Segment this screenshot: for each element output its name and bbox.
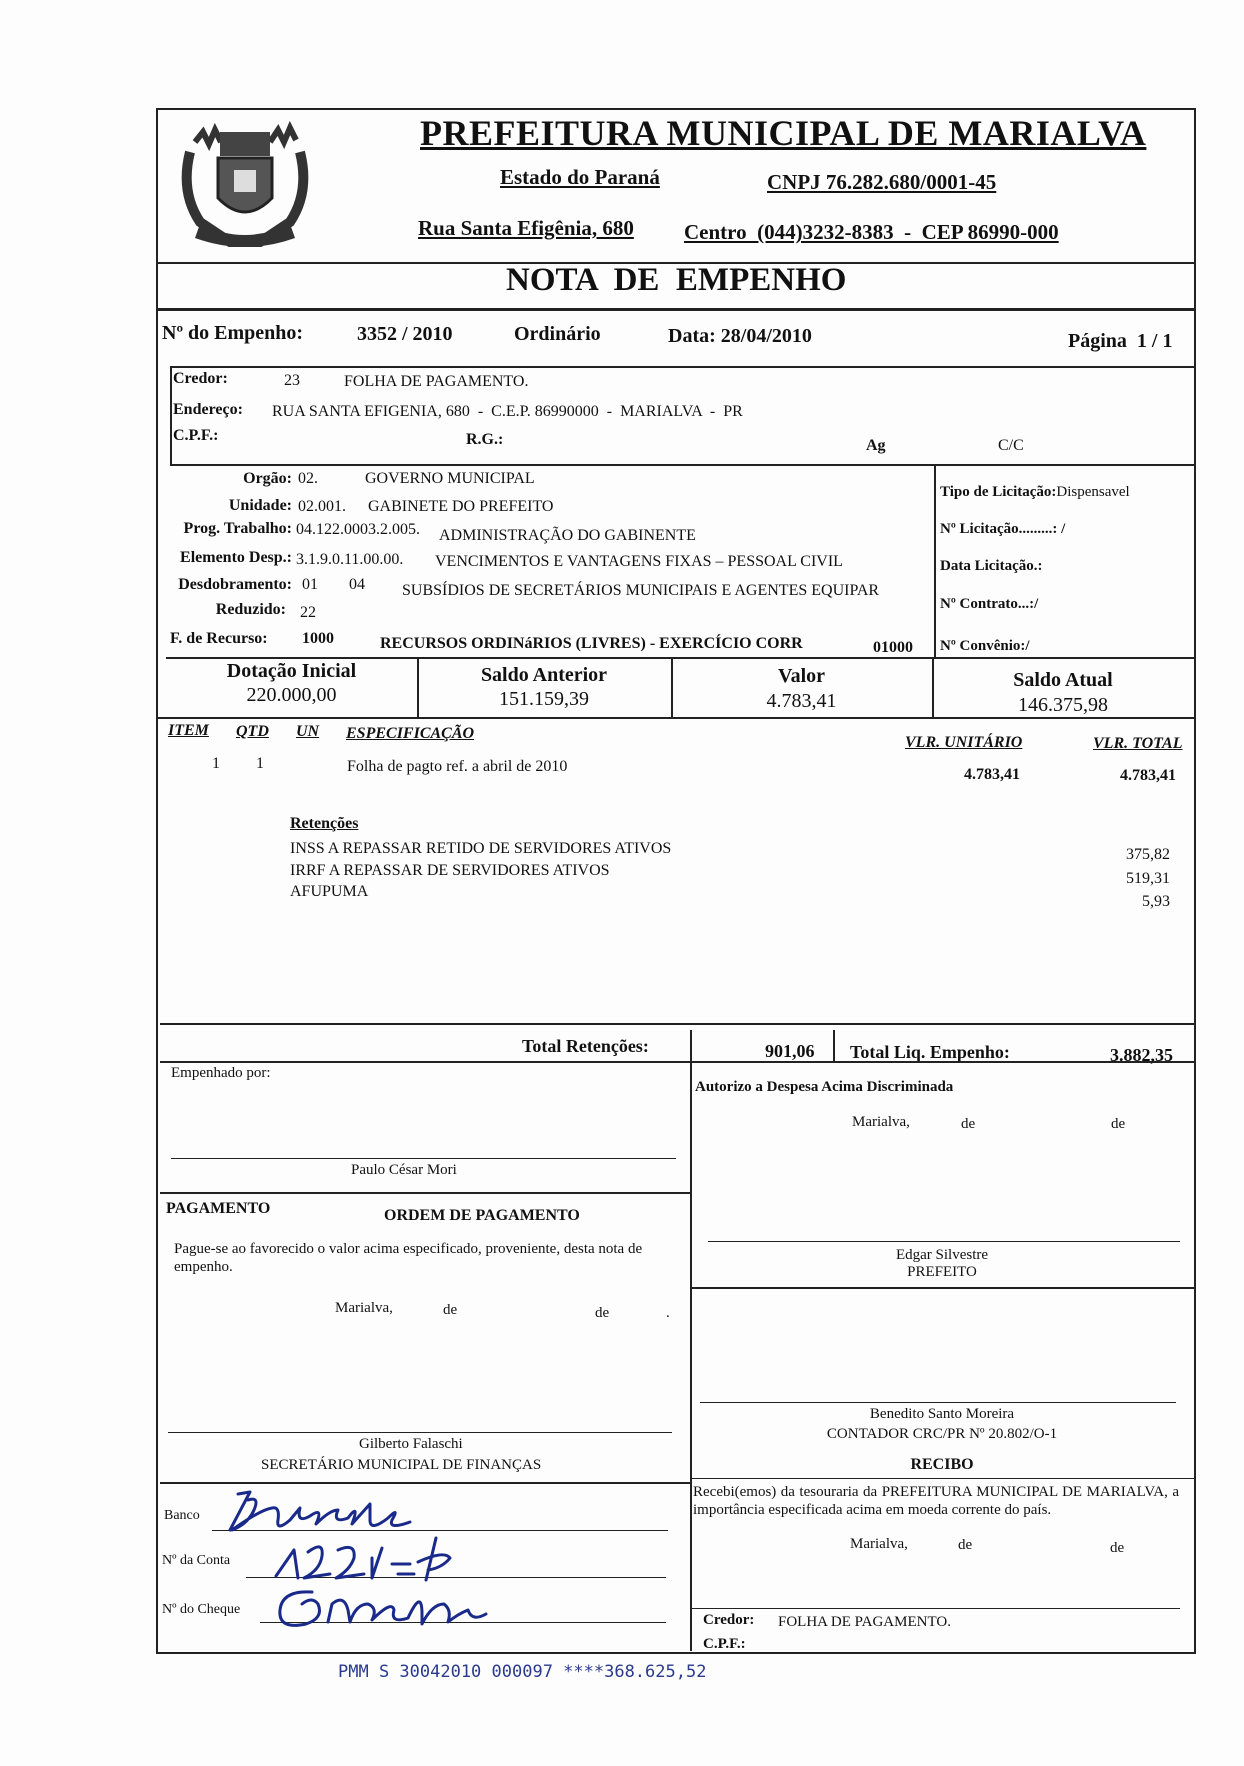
elemento-name: VENCIMENTOS E VANTAGENS FIXAS – PESSOAL CIVIL — [435, 553, 843, 570]
numero-licitacao: Nº Licitação.........: / — [940, 521, 1066, 537]
ordem-dot: . — [666, 1305, 670, 1321]
col-item: ITEM — [168, 722, 209, 739]
recurso-code: 1000 — [302, 630, 334, 647]
pague-text: Pague-se ao favorecido o valor acima especificado, proveniente, desta nota de empenho. — [174, 1241, 643, 1275]
state-label: Estado do Paraná — [500, 165, 660, 189]
retencao-value: 375,82 — [1126, 846, 1170, 863]
banco-label: Banco — [164, 1508, 200, 1523]
desdobramento-code-a: 01 — [302, 576, 318, 593]
ordem-city: Marialva, — [335, 1300, 393, 1316]
col-qtd: QTD — [236, 723, 269, 740]
total-liquido-value: 3.882,35 — [1110, 1045, 1173, 1065]
dotacao-label: Dotação Inicial — [226, 660, 357, 682]
recibo-credor-label: Credor: — [703, 1612, 755, 1628]
recurso-number: 01000 — [873, 639, 913, 656]
street-label: Rua Santa Efigênia, 680 — [418, 216, 634, 240]
contador-name: Benedito Santo Moreira — [869, 1406, 1015, 1422]
prefeito-name: Edgar Silvestre — [895, 1247, 989, 1263]
cheque-handwritten — [272, 1574, 492, 1638]
page-number: Página 1 / 1 — [1068, 330, 1173, 352]
credor-label: Credor: — [173, 370, 228, 387]
empenhado-por-name: Paulo César Mori — [351, 1162, 457, 1178]
empenho-number: 3352 / 2010 — [357, 323, 453, 345]
rg-label: R.G.: — [466, 431, 504, 448]
saldo-atual-value: 146.375,98 — [1018, 694, 1108, 716]
orgao-name: GOVERNO MUNICIPAL — [365, 470, 535, 487]
total-liquido-label: Total Liq. Empenho: — [850, 1042, 1010, 1062]
cnpj-label: CNPJ 76.282.680/0001-45 — [767, 170, 997, 194]
recibo-title: RECIBO — [910, 1456, 974, 1473]
retencoes-title: Retenções — [290, 815, 359, 832]
recurso-label: F. de Recurso: — [170, 630, 268, 647]
desdobramento-label: Desdobramento: — [178, 576, 292, 593]
orgao-code: 02. — [298, 470, 318, 487]
retencao-desc: INSS A REPASSAR RETIDO DE SERVIDORES ATIVOS — [290, 840, 672, 857]
reduzido-label: Reduzido: — [215, 601, 286, 618]
empenhado-por-label: Empenhado por: — [171, 1065, 271, 1081]
prog-name: ADMINISTRAÇÃO DO GABINENTE — [439, 527, 696, 544]
tipo-licitacao-value: Dispensavel — [1056, 484, 1130, 500]
item-especificacao: Folha de pagto ref. a abril de 2010 — [347, 758, 568, 775]
autorizo-label: Autorizo a Despesa Acima Discriminada — [695, 1079, 954, 1095]
autorizo-de-2: de — [1111, 1116, 1126, 1132]
authentication-stamp: PMM S 30042010 000097 ****368.625,52 — [338, 1662, 707, 1682]
empenho-date: Data: 28/04/2010 — [668, 325, 812, 347]
ag-label: Ag — [866, 437, 886, 454]
prefeito-title: PREFEITO — [907, 1264, 977, 1280]
col-vlr-total: VLR. TOTAL — [1093, 735, 1183, 752]
numero-convenio: Nº Convênio:/ — [940, 638, 1030, 654]
ordem-pagamento-label: ORDEM DE PAGAMENTO — [384, 1207, 580, 1224]
unidade-code: 02.001. — [298, 498, 346, 515]
credor-code: 23 — [284, 372, 300, 389]
cheque-label: Nº do Cheque — [162, 1602, 241, 1617]
desdobramento-name: SUBSÍDIOS DE SECRETÁRIOS MUNICIPAIS E AGENTES EQUIPAR — [402, 582, 880, 599]
saldo-atual-label: Saldo Atual — [1013, 669, 1113, 691]
data-licitacao: Data Licitação.: — [940, 558, 1043, 574]
recurso-name: RECURSOS ORDINáRIOS (LIVRES) - EXERCÍCIO CORR — [380, 635, 803, 652]
credor-address: RUA SANTA EFIGENIA, 680 - C.E.P. 86990000 - MARIALVA - PR — [272, 403, 743, 420]
reduzido-value: 22 — [300, 604, 316, 621]
saldo-anterior-value: 151.159,39 — [499, 688, 589, 710]
pagamento-label: PAGAMENTO — [166, 1200, 271, 1217]
elemento-code: 3.1.9.0.11.00.00. — [296, 551, 404, 568]
tipo-licitacao-label: Tipo de Licitação:Dispensavel — [940, 484, 1130, 500]
desdobramento-code-b: 04 — [349, 576, 365, 593]
recibo-text: Recebi(emos) da tesouraria da PREFEITURA MUNICIPAL DE MARIALVA, a importância especificada acima em moeda corrente do país. — [693, 1484, 1179, 1518]
empenho-number-label: Nº do Empenho: — [162, 322, 304, 344]
item-number: 1 — [212, 755, 220, 772]
autorizo-de-1: de — [961, 1116, 976, 1132]
recibo-credor-name: FOLHA DE PAGAMENTO. — [778, 1614, 951, 1630]
retencao-desc: IRRF A REPASSAR DE SERVIDORES ATIVOS — [290, 862, 610, 879]
item-vlr-total: 4.783,41 — [1120, 767, 1176, 784]
retencao-desc: AFUPUMA — [290, 883, 369, 900]
credor-name: FOLHA DE PAGAMENTO. — [344, 373, 529, 390]
secretario-title: SECRETÁRIO MUNICIPAL DE FINANÇAS — [261, 1457, 542, 1473]
total-retencoes-value: 901,06 — [765, 1041, 815, 1061]
conta-label: Nº da Conta — [162, 1553, 231, 1568]
orgao-label: Orgão: — [243, 470, 292, 487]
recibo-city: Marialva, — [850, 1536, 908, 1552]
recibo-de-1: de — [958, 1537, 973, 1553]
total-retencoes-label: Total Retenções: — [522, 1036, 649, 1056]
valor-value: 4.783,41 — [766, 690, 837, 712]
ordem-de-1: de — [443, 1302, 458, 1318]
elemento-label: Elemento Desp.: — [180, 549, 292, 566]
numero-contrato: Nº Contrato...:/ — [940, 596, 1039, 612]
col-especificacao: ESPECIFICAÇÃO — [346, 725, 475, 742]
item-vlr-unitario: 4.783,41 — [964, 766, 1020, 783]
document-title: NOTA DE EMPENHO — [506, 262, 847, 298]
autorizo-city: Marialva, — [852, 1114, 910, 1130]
page-title: PREFEITURA MUNICIPAL DE MARIALVA — [420, 113, 1147, 153]
cpf-label: C.P.F.: — [173, 427, 219, 444]
prog-code: 04.122.0003.2.005. — [296, 521, 420, 538]
empenho-type: Ordinário — [514, 323, 601, 345]
saldo-anterior-label: Saldo Anterior — [480, 664, 608, 686]
col-un: UN — [296, 723, 320, 740]
retencao-value: 5,93 — [1142, 893, 1170, 910]
retencao-value: 519,31 — [1126, 870, 1170, 887]
dotacao-value: 220.000,00 — [246, 684, 337, 706]
ordem-de-2: de — [595, 1305, 610, 1321]
recibo-cpf-label: C.P.F.: — [703, 1636, 746, 1652]
recibo-de-2: de — [1110, 1540, 1125, 1556]
coat-of-arms-logo — [170, 112, 320, 252]
item-qtd: 1 — [256, 755, 264, 772]
contador-title: CONTADOR CRC/PR Nº 20.802/O-1 — [826, 1426, 1058, 1442]
col-vlr-unitario: VLR. UNITÁRIO — [905, 734, 1023, 751]
prog-label: Prog. Trabalho: — [183, 520, 292, 537]
unidade-name: GABINETE DO PREFEITO — [368, 498, 554, 515]
address-label: Centro (044)3232-8383 - CEP 86990-000 — [684, 220, 1059, 244]
secretario-name: Gilberto Falaschi — [359, 1436, 463, 1452]
unidade-label: Unidade: — [228, 497, 292, 514]
endereco-label: Endereço: — [173, 401, 243, 418]
cc-label: C/C — [998, 437, 1024, 454]
valor-label: Valor — [777, 665, 826, 687]
